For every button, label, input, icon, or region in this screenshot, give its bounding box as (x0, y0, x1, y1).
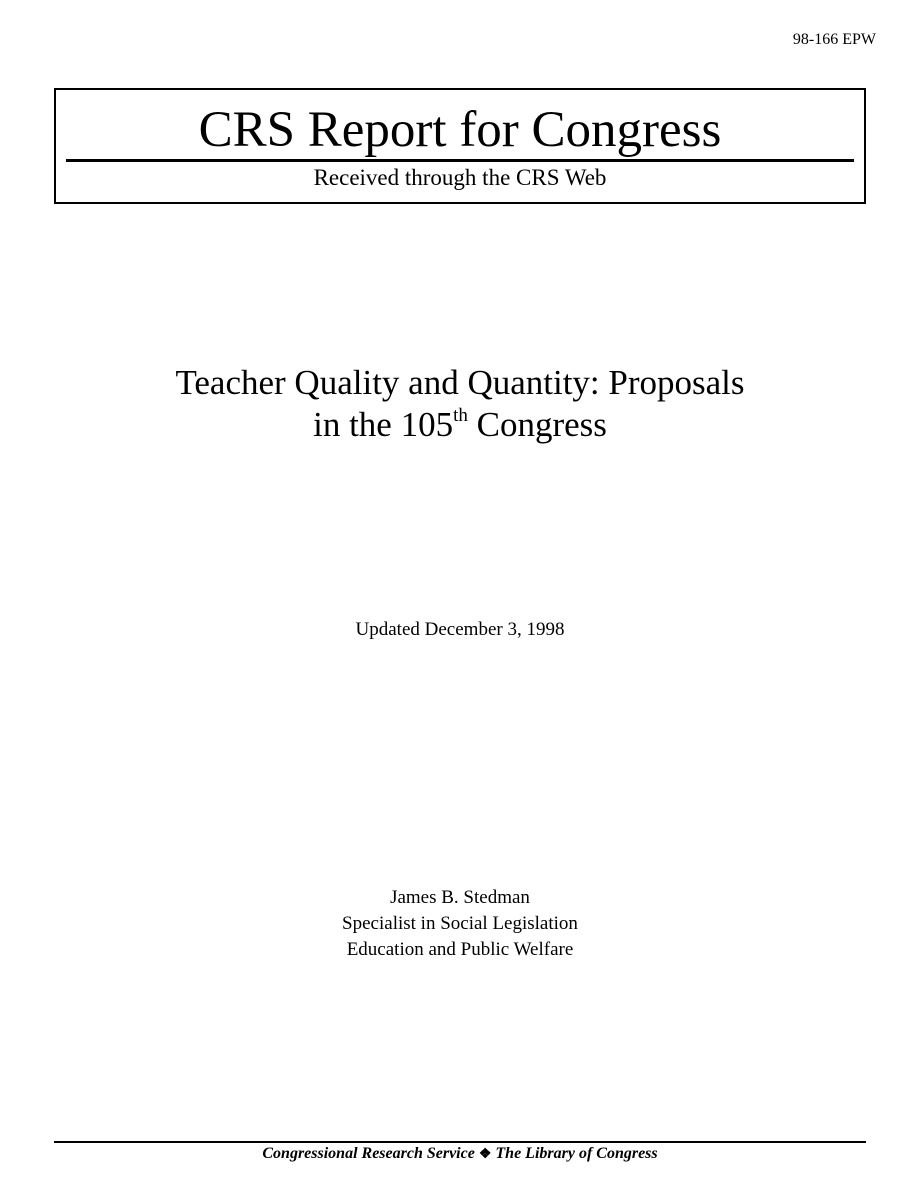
author-name: James B. Stedman (390, 887, 530, 908)
header-divider (66, 159, 854, 162)
report-number: 98-166 EPW (792, 31, 876, 48)
document-title-line-2 (60, 404, 860, 452)
footer (54, 1144, 866, 1165)
title-line-2-suffix: Congress (467, 405, 607, 444)
footer-crs-label: Congressional Research Service (262, 1145, 475, 1162)
footer-library-label: The Library of Congress (495, 1145, 658, 1162)
title-line-2-prefix: in the 105 (313, 405, 454, 444)
footer-divider (54, 1141, 866, 1143)
title-ordinal-superscript: th (453, 405, 468, 426)
author-position: Specialist in Social Legislation (342, 913, 578, 934)
diamond-ornament-icon: ❖ (478, 1147, 492, 1162)
updated-date: Updated December 3, 1998 (355, 619, 565, 640)
report-header-title: CRS Report for Congress (198, 102, 722, 158)
author-division: Education and Public Welfare (346, 939, 574, 960)
report-header-box (54, 88, 866, 204)
document-title-line-1: Teacher Quality and Quantity: Proposals (175, 363, 745, 402)
document-title (60, 362, 860, 452)
report-header-subtitle: Received through the CRS Web (313, 165, 607, 190)
author-block (60, 885, 860, 963)
